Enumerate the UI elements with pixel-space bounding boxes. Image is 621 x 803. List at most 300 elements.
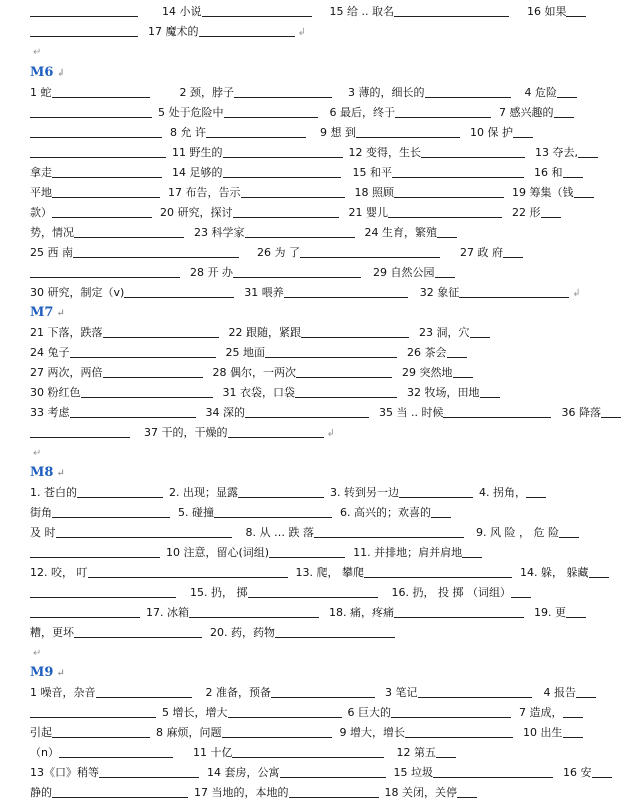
vocab-item — [379, 403, 551, 423]
answer-blank[interactable] — [124, 285, 234, 298]
vocab-label: 14 套房，公寓 — [207, 766, 280, 779]
answer-blank[interactable] — [589, 565, 609, 578]
vocab-label: 28 偶尔，一两次 — [212, 366, 296, 379]
vocab-item — [30, 483, 163, 503]
vocab-label: 拿走 — [30, 166, 52, 179]
answer-blank[interactable] — [223, 145, 343, 158]
worksheet-line — [30, 763, 592, 783]
vocab-label: 31 衣袋，口袋 — [222, 386, 295, 399]
vocab-item — [190, 583, 378, 603]
vocab-item — [30, 423, 130, 443]
return-mark-icon: ↵ — [33, 648, 42, 659]
vocab-label: 2 颈，脖子 — [179, 86, 234, 99]
answer-blank[interactable] — [470, 325, 490, 338]
vocab-item — [563, 763, 612, 783]
answer-blank[interactable] — [228, 705, 342, 718]
vocab-item — [30, 223, 184, 243]
vocab-item — [30, 583, 176, 603]
answer-blank[interactable] — [224, 105, 318, 118]
answer-blank[interactable] — [480, 385, 500, 398]
answer-blank[interactable] — [30, 545, 160, 558]
vocab-item — [30, 683, 192, 703]
answer-blank[interactable] — [395, 105, 491, 118]
answer-blank[interactable] — [30, 705, 156, 718]
vocab-label: 13. 爬， 攀爬 — [295, 566, 364, 579]
vocab-label: 10 保 护 — [470, 126, 513, 139]
vocab-item — [162, 2, 312, 22]
answer-blank[interactable] — [77, 485, 163, 498]
vocab-item — [170, 123, 306, 143]
vocab-label: 16. 扔， 投 掷 （词组） — [391, 586, 511, 599]
answer-blank[interactable] — [421, 145, 525, 158]
answer-blank[interactable] — [206, 125, 306, 138]
vocab-label: 25 地面 — [225, 346, 265, 359]
answer-blank[interactable] — [30, 4, 138, 17]
vocab-item — [407, 383, 500, 403]
vocab-item — [525, 83, 578, 103]
answer-blank[interactable] — [295, 385, 397, 398]
worksheet-line — [30, 283, 586, 303]
vocab-label: 16 和 — [534, 166, 563, 179]
answer-blank[interactable] — [275, 625, 395, 638]
vocab-label: 23 洞，穴 — [419, 326, 470, 339]
vocab-item — [180, 83, 333, 103]
answer-blank[interactable] — [52, 165, 162, 178]
answer-blank[interactable] — [52, 785, 188, 798]
answer-blank[interactable] — [364, 565, 512, 578]
answer-blank[interactable] — [30, 265, 180, 278]
vocab-item — [392, 583, 531, 603]
worksheet-line — [30, 183, 586, 203]
answer-blank[interactable] — [513, 125, 533, 138]
answer-blank[interactable] — [433, 765, 553, 778]
vocab-label: 36 降落 — [561, 406, 601, 419]
vocab-label: 2 准备，预备 — [205, 686, 271, 699]
worksheet-line — [30, 2, 586, 22]
vocab-item — [213, 363, 393, 383]
vocab-label: 1 噪音，杂音 — [30, 686, 96, 699]
answer-blank[interactable] — [52, 85, 150, 98]
vocab-item — [470, 123, 533, 143]
answer-blank[interactable] — [30, 425, 130, 438]
worksheet-line — [30, 703, 586, 723]
vocab-item — [156, 723, 332, 743]
answer-blank[interactable] — [576, 685, 596, 698]
vocab-item — [353, 543, 482, 563]
vocab-item — [523, 723, 583, 743]
vocab-item — [460, 243, 523, 263]
answer-blank[interactable] — [356, 125, 460, 138]
worksheet-line — [30, 163, 586, 183]
answer-blank[interactable] — [457, 785, 477, 798]
answer-blank[interactable] — [447, 345, 467, 358]
answer-blank[interactable] — [435, 265, 455, 278]
vocab-item — [527, 2, 587, 22]
worksheet-line — [30, 723, 586, 743]
worksheet-line — [30, 423, 586, 443]
vocab-label: 7 感兴趣的 — [499, 106, 554, 119]
vocab-item — [30, 143, 166, 163]
vocab-item — [385, 783, 478, 803]
return-mark-icon: ↲ — [572, 288, 581, 299]
vocab-item — [30, 763, 199, 783]
answer-blank[interactable] — [459, 285, 569, 298]
answer-blank[interactable] — [30, 24, 138, 37]
vocab-item — [257, 243, 440, 263]
vocab-label: 5 处于危险中 — [158, 106, 224, 119]
vocab-label: 9 想 到 — [320, 126, 356, 139]
answer-blank[interactable] — [566, 605, 586, 618]
answer-blank[interactable] — [280, 765, 386, 778]
vocab-label: 18 照顾 — [354, 186, 394, 199]
vocab-item — [349, 203, 503, 223]
vocab-item — [194, 223, 355, 243]
vocab-item — [246, 523, 464, 543]
vocab-label: 35 当 .. 时候 — [379, 406, 444, 419]
return-mark-icon: ↵ — [56, 468, 65, 479]
answer-blank[interactable] — [289, 785, 379, 798]
answer-blank[interactable] — [214, 505, 332, 518]
vocab-label: 势，情况 — [30, 226, 74, 239]
vocab-label: 1 蛇 — [30, 86, 52, 99]
vocab-item — [519, 703, 583, 723]
vocab-item — [396, 743, 456, 763]
answer-blank[interactable] — [52, 185, 160, 198]
vocab-label: 32 牧场，田地 — [407, 386, 480, 399]
vocab-item — [30, 103, 152, 123]
vocab-item — [30, 723, 150, 743]
vocab-item — [348, 703, 512, 723]
answer-blank[interactable] — [238, 485, 324, 498]
vocab-item — [206, 683, 376, 703]
answer-blank[interactable] — [462, 545, 482, 558]
vocab-label: 19 筹集（钱 — [512, 186, 574, 199]
answer-blank[interactable] — [399, 485, 473, 498]
answer-blank[interactable] — [284, 285, 408, 298]
vocab-item — [296, 563, 513, 583]
answer-blank[interactable] — [88, 565, 288, 578]
answer-blank[interactable] — [436, 745, 456, 758]
vocab-label: 26 为 了 — [257, 246, 300, 259]
worksheet-line — [30, 343, 586, 363]
worksheet-line — [30, 83, 586, 103]
answer-blank[interactable] — [601, 405, 621, 418]
vocab-item — [30, 323, 219, 343]
answer-blank[interactable] — [394, 4, 509, 17]
vocab-item — [158, 103, 318, 123]
vocab-label: 15. 扔， 掷 — [190, 586, 248, 599]
return-mark-icon: ↲ — [56, 68, 65, 79]
vocab-item — [30, 783, 188, 803]
vocab-label: 9 增大，增长 — [339, 726, 405, 739]
vocab-label: 10 注意，留心(词组) — [166, 546, 270, 559]
worksheet-line — [30, 103, 586, 123]
answer-blank[interactable] — [241, 185, 345, 198]
section-heading — [30, 63, 586, 83]
answer-blank[interactable] — [103, 325, 219, 338]
vocab-label: 16 如果 — [526, 5, 567, 18]
vocab-item — [479, 483, 546, 503]
vocab-item — [340, 503, 451, 523]
section-heading — [30, 303, 586, 323]
answer-blank[interactable] — [52, 505, 170, 518]
vocab-label: 4 报告 — [543, 686, 576, 699]
answer-blank[interactable] — [189, 605, 319, 618]
vocab-item — [30, 283, 234, 303]
vocab-label: 13 夺去, — [535, 146, 578, 159]
vocab-label: 24 生育，繁殖 — [364, 226, 437, 239]
answer-blank[interactable] — [563, 165, 583, 178]
vocab-label: 12 变得，生长 — [348, 146, 421, 159]
answer-blank[interactable] — [70, 345, 216, 358]
vocab-item — [394, 763, 554, 783]
answer-blank[interactable] — [52, 725, 150, 738]
answer-blank[interactable] — [245, 225, 355, 238]
worksheet-line — [30, 583, 586, 603]
answer-blank[interactable] — [511, 585, 531, 598]
answer-blank[interactable] — [418, 685, 532, 698]
vocab-label: 12. 咬， 叮 — [30, 566, 88, 579]
vocab-item — [330, 483, 473, 503]
vocab-label: 15 垃圾 — [393, 766, 433, 779]
answer-blank[interactable] — [269, 545, 345, 558]
return-mark-icon: ↵ — [33, 47, 42, 58]
vocab-label: 9. 风 险 ， 危 险 — [475, 526, 559, 539]
vocab-label: 14. 躲， 躲藏 — [520, 566, 589, 579]
answer-blank[interactable] — [301, 325, 409, 338]
section-title: M8 — [30, 465, 54, 480]
answer-blank[interactable] — [103, 365, 203, 378]
answer-blank[interactable] — [405, 725, 513, 738]
answer-blank[interactable] — [233, 205, 339, 218]
vocab-item — [30, 243, 239, 263]
answer-blank[interactable] — [392, 165, 524, 178]
worksheet-line — [30, 363, 586, 383]
vocab-item — [226, 343, 398, 363]
vocab-label: 17 布告，告示 — [168, 186, 241, 199]
vocab-item — [373, 263, 455, 283]
answer-blank[interactable] — [232, 745, 384, 758]
answer-blank[interactable] — [199, 24, 295, 37]
answer-blank[interactable] — [566, 4, 586, 17]
answer-blank[interactable] — [394, 605, 524, 618]
answer-blank[interactable] — [99, 765, 199, 778]
vocab-item — [512, 203, 561, 223]
vocab-label: （n） — [30, 746, 59, 759]
vocab-label: 5. 碰撞 — [178, 506, 214, 519]
vocab-label: 22 形 — [512, 206, 541, 219]
answer-blank[interactable] — [30, 605, 140, 618]
worksheet-line — [30, 203, 586, 223]
answer-blank[interactable] — [574, 185, 594, 198]
vocab-item — [30, 263, 180, 283]
vocab-label: 14 小说 — [162, 5, 202, 18]
answer-blank[interactable] — [503, 245, 523, 258]
vocab-item — [207, 763, 386, 783]
vocab-label: 5 增长，增大 — [162, 706, 228, 719]
vocab-item — [30, 503, 170, 523]
answer-blank[interactable] — [59, 745, 173, 758]
answer-blank[interactable] — [52, 205, 152, 218]
vocab-label: 平地 — [30, 186, 52, 199]
vocab-label: 糟，更坏 — [30, 626, 74, 639]
answer-blank[interactable] — [300, 245, 440, 258]
vocab-item — [512, 183, 594, 203]
vocab-item — [534, 603, 586, 623]
worksheet-line — [30, 22, 586, 42]
answer-blank[interactable] — [541, 205, 561, 218]
vocab-label: 6 最后，终于 — [329, 106, 395, 119]
vocab-item — [385, 683, 532, 703]
vocab-label: 30 研究，制定（v) — [30, 286, 125, 299]
answer-blank[interactable] — [222, 725, 332, 738]
vocab-label: 13《口》稍等 — [30, 766, 99, 779]
vocab-label: 19. 更 — [534, 606, 566, 619]
vocab-label: 20 研究，探讨 — [160, 206, 233, 219]
answer-blank[interactable] — [30, 145, 166, 158]
vocab-item — [320, 123, 460, 143]
answer-blank[interactable] — [388, 205, 502, 218]
answer-blank[interactable] — [245, 405, 369, 418]
answer-blank[interactable] — [233, 265, 361, 278]
answer-blank[interactable] — [265, 345, 397, 358]
vocab-item — [169, 483, 324, 503]
answer-blank[interactable] — [96, 685, 192, 698]
vocab-label: 6. 高兴的；欢喜的 — [340, 506, 431, 519]
answer-blank[interactable] — [563, 705, 583, 718]
answer-blank[interactable] — [554, 105, 574, 118]
answer-blank[interactable] — [557, 85, 577, 98]
vocab-label: 17 魔术的 — [148, 25, 199, 38]
vocab-label: 7 造成， — [519, 706, 563, 719]
vocab-label: 6 巨大的 — [347, 706, 391, 719]
answer-blank[interactable] — [453, 365, 473, 378]
vocab-item — [348, 83, 511, 103]
vocab-item — [166, 543, 345, 563]
vocab-item — [144, 423, 324, 443]
vocab-label: 4. 拐角， — [479, 486, 526, 499]
vocab-item — [329, 603, 524, 623]
vocab-label: 18. 痛，疼痛 — [329, 606, 394, 619]
vocab-item — [520, 563, 609, 583]
worksheet-line — [30, 523, 586, 543]
return-mark-icon: ↲ — [326, 428, 335, 439]
vocab-label: 1. 苍白的 — [30, 486, 77, 499]
vocab-item — [419, 323, 490, 343]
vocab-item — [229, 323, 410, 343]
vocab-label: 25 西 南 — [30, 246, 73, 259]
answer-blank[interactable] — [391, 705, 511, 718]
answer-blank[interactable] — [73, 245, 239, 258]
answer-blank[interactable] — [74, 625, 202, 638]
answer-blank[interactable] — [431, 505, 451, 518]
answer-blank[interactable] — [425, 85, 511, 98]
vocab-item — [355, 183, 505, 203]
answer-blank[interactable] — [314, 525, 464, 538]
vocab-item — [30, 163, 162, 183]
section-heading — [30, 463, 586, 483]
answer-blank[interactable] — [592, 765, 612, 778]
vocab-label: 24 兔子 — [30, 346, 70, 359]
answer-blank[interactable] — [526, 485, 546, 498]
worksheet-line — [30, 42, 586, 62]
vocab-item — [30, 703, 156, 723]
vocab-item — [407, 343, 467, 363]
vocab-item — [172, 143, 343, 163]
worksheet-line — [30, 263, 586, 283]
vocab-item — [206, 403, 370, 423]
worksheet-line — [30, 543, 586, 563]
answer-blank[interactable] — [443, 405, 551, 418]
answer-blank[interactable] — [559, 525, 579, 538]
answer-blank[interactable] — [578, 145, 598, 158]
worksheet-line — [30, 603, 586, 623]
worksheet-line — [30, 503, 586, 523]
vocab-item — [30, 183, 160, 203]
vocab-label: 27 政 府 — [460, 246, 503, 259]
vocab-item — [561, 403, 621, 423]
answer-blank[interactable] — [248, 585, 378, 598]
section-title: M9 — [30, 665, 54, 680]
vocab-item — [194, 783, 379, 803]
vocab-item — [223, 383, 398, 403]
vocab-label: 11 十亿 — [192, 746, 233, 759]
answer-blank[interactable] — [30, 125, 162, 138]
vocab-label: 静的 — [30, 786, 52, 799]
section-title: M7 — [30, 305, 54, 320]
answer-blank[interactable] — [394, 185, 504, 198]
answer-blank[interactable] — [437, 225, 457, 238]
vocab-item — [499, 103, 574, 123]
answer-blank[interactable] — [70, 405, 196, 418]
worksheet-line — [30, 443, 586, 463]
vocab-item — [168, 183, 345, 203]
vocab-label: 15 给 .. 取名 — [329, 5, 394, 18]
answer-blank[interactable] — [228, 425, 324, 438]
answer-blank[interactable] — [56, 525, 232, 538]
vocab-item — [190, 263, 361, 283]
vocab-item — [30, 403, 196, 423]
vocab-item — [30, 22, 138, 42]
vocab-label: 及 时 — [30, 526, 56, 539]
vocab-item — [535, 143, 598, 163]
worksheet-line — [30, 243, 586, 263]
answer-blank[interactable] — [271, 685, 375, 698]
answer-blank[interactable] — [234, 85, 332, 98]
vocab-item — [30, 363, 203, 383]
worksheet-line — [30, 483, 586, 503]
vocab-label: 37 干的，干燥的 — [144, 426, 228, 439]
answer-blank[interactable] — [296, 365, 392, 378]
vocab-item — [172, 163, 341, 183]
answer-blank[interactable] — [74, 225, 184, 238]
vocab-item — [210, 623, 395, 643]
worksheet-line — [30, 623, 586, 643]
answer-blank[interactable] — [81, 385, 213, 398]
answer-blank[interactable] — [563, 725, 583, 738]
answer-blank[interactable] — [202, 4, 312, 17]
vocab-label: 4 危险 — [524, 86, 557, 99]
vocab-label: 26 茶会 — [407, 346, 447, 359]
answer-blank[interactable] — [223, 165, 341, 178]
vocab-item — [162, 703, 342, 723]
vocab-item — [340, 723, 514, 743]
answer-blank[interactable] — [30, 105, 152, 118]
vocab-label: 14 足够的 — [172, 166, 223, 179]
answer-blank[interactable] — [30, 585, 176, 598]
return-mark-icon: ↵ — [56, 308, 65, 319]
vocab-label: 17 当地的，本地的 — [194, 786, 289, 799]
